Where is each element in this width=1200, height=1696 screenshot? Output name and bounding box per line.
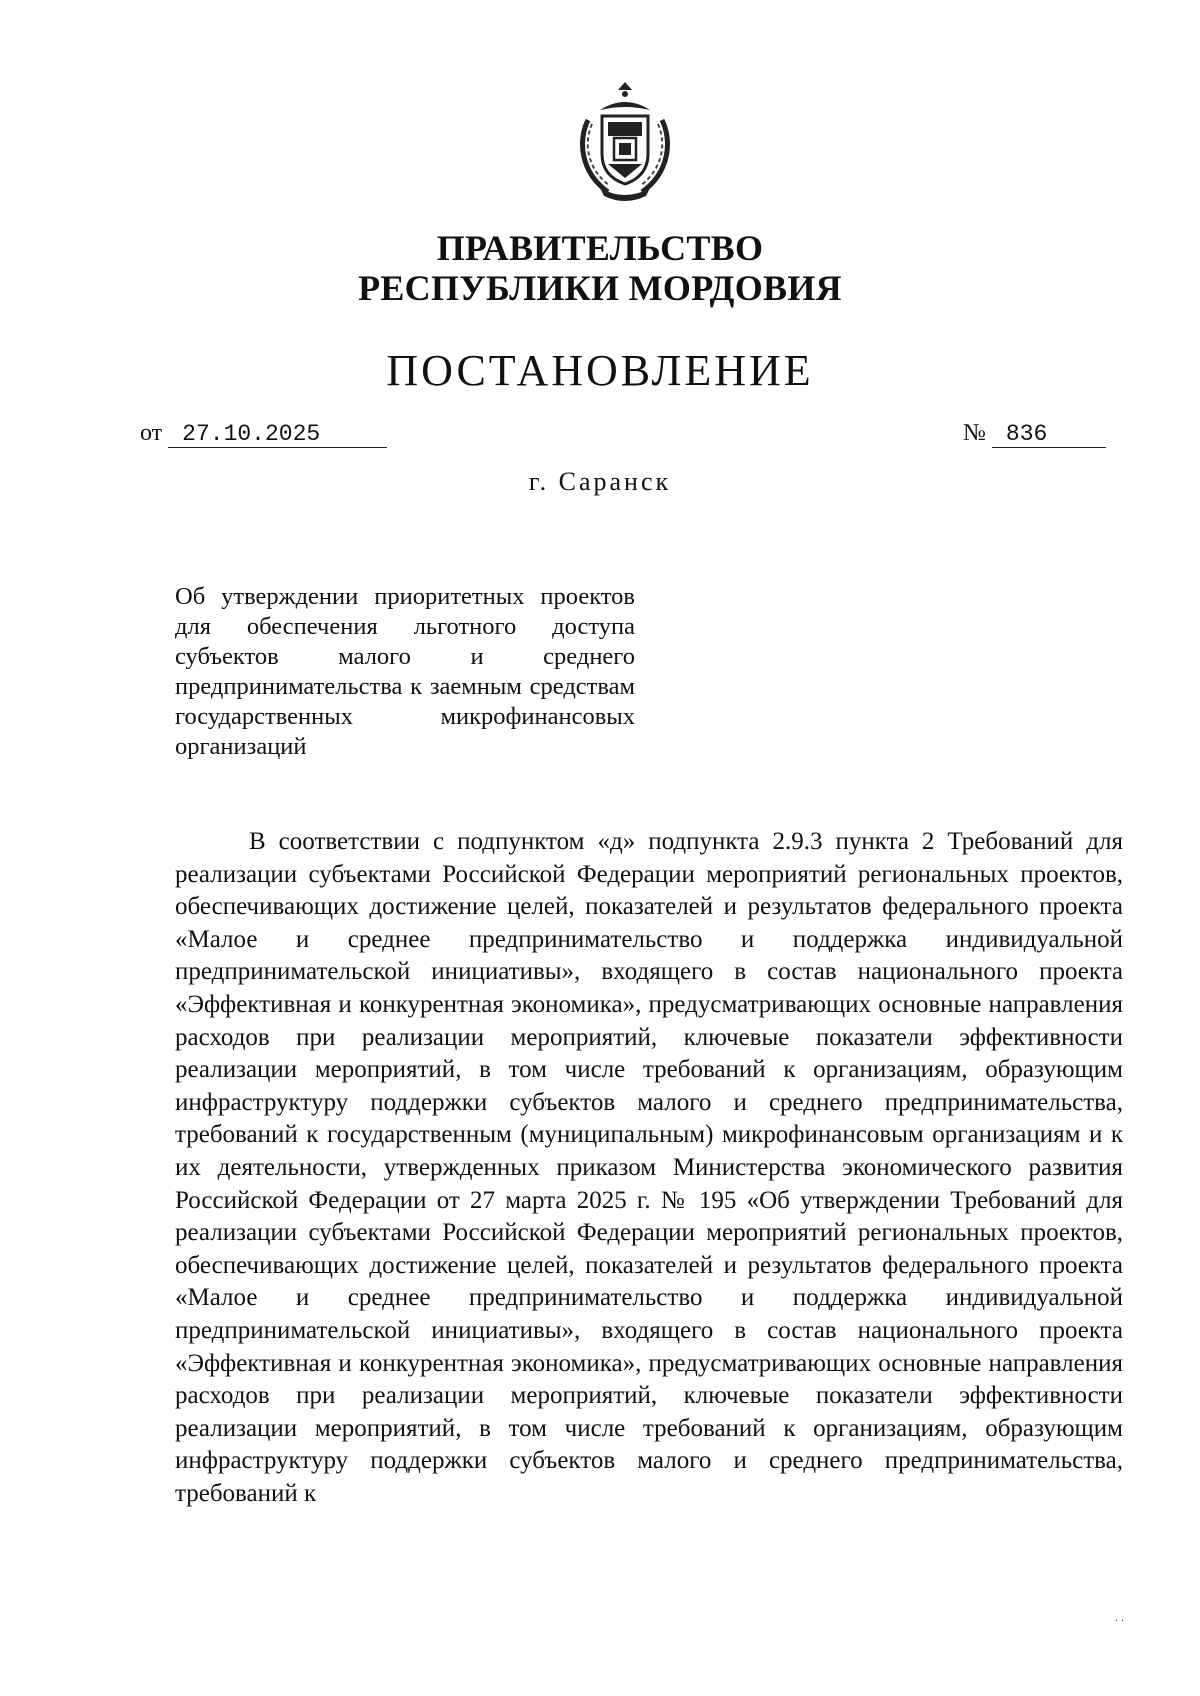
body-paragraph: В соответствии с подпунктом «д» подпункта 2.9.3 пункта 2 Требований для реализации субъектами Российской Федерации мероприятий региональных проектов, обеспечивающих достижение целей, показателей и результатов федерального проекта «Малое и среднее предпринимательство и поддержка индивидуальной предпринимательской инициативы», входящего в состав национального проекта «Эффективная и конкурентная экономика», предусматривающих основные направления расходов при реализации мероприятий, ключевые показатели эффективности реализации мероприятий, в том числе требований к организациям, образующим инфраструктуру поддержки субъектов малого и среднего предпринимательства, требований к государственным (муниципальным) микрофинансовым организациям и к их деятельности, утвержденных приказом Министерства экономического развития Российской Федерации от 27 марта 2025 г. № 195 «Об утверждении Требований для реализации субъектами Российской Федерации мероприятий региональных проектов, обеспечивающих достижение целей, показателей и результатов федерального проекта «Малое и среднее предпринимательство и поддержка индивидуальной предпринимательской инициативы», входящего в состав национального проекта «Эффективная и конкурентная экономика», предусматривающих основные направления расходов при реализации мероприятий, ключевые показатели эффективности реализации мероприятий, в том числе требований к организациям, образующим инфраструктуру поддержки субъектов малого и среднего предпринимательства, требований к — [175, 828, 1123, 1507]
resolution-title: Об утверждении приоритетных проектов для обеспечения льготного доступа субъектов малого и среднего предпринимательства к заемным средствам государственных микрофинансовых организаций — [175, 583, 635, 760]
scan-artifact: . . — [1115, 1610, 1124, 1624]
document-date: 27.10.2025 — [168, 421, 387, 448]
authority-name-line2: РЕСПУБЛИКИ МОРДОВИЯ — [358, 268, 842, 308]
issuing-city: г. Саранск — [528, 467, 672, 496]
document-type-title: ПОСТАНОВЛЕНИЕ — [386, 346, 814, 395]
document-date-row — [140, 418, 387, 448]
document-number-row — [963, 418, 1106, 448]
document-number: 836 — [992, 421, 1106, 448]
authority-name-line1: ПРАВИТЕЛЬСТВО — [436, 228, 764, 268]
number-prefix: № — [963, 420, 986, 446]
date-prefix: от — [140, 420, 163, 446]
mordovia-coat-of-arms-icon — [570, 80, 680, 204]
